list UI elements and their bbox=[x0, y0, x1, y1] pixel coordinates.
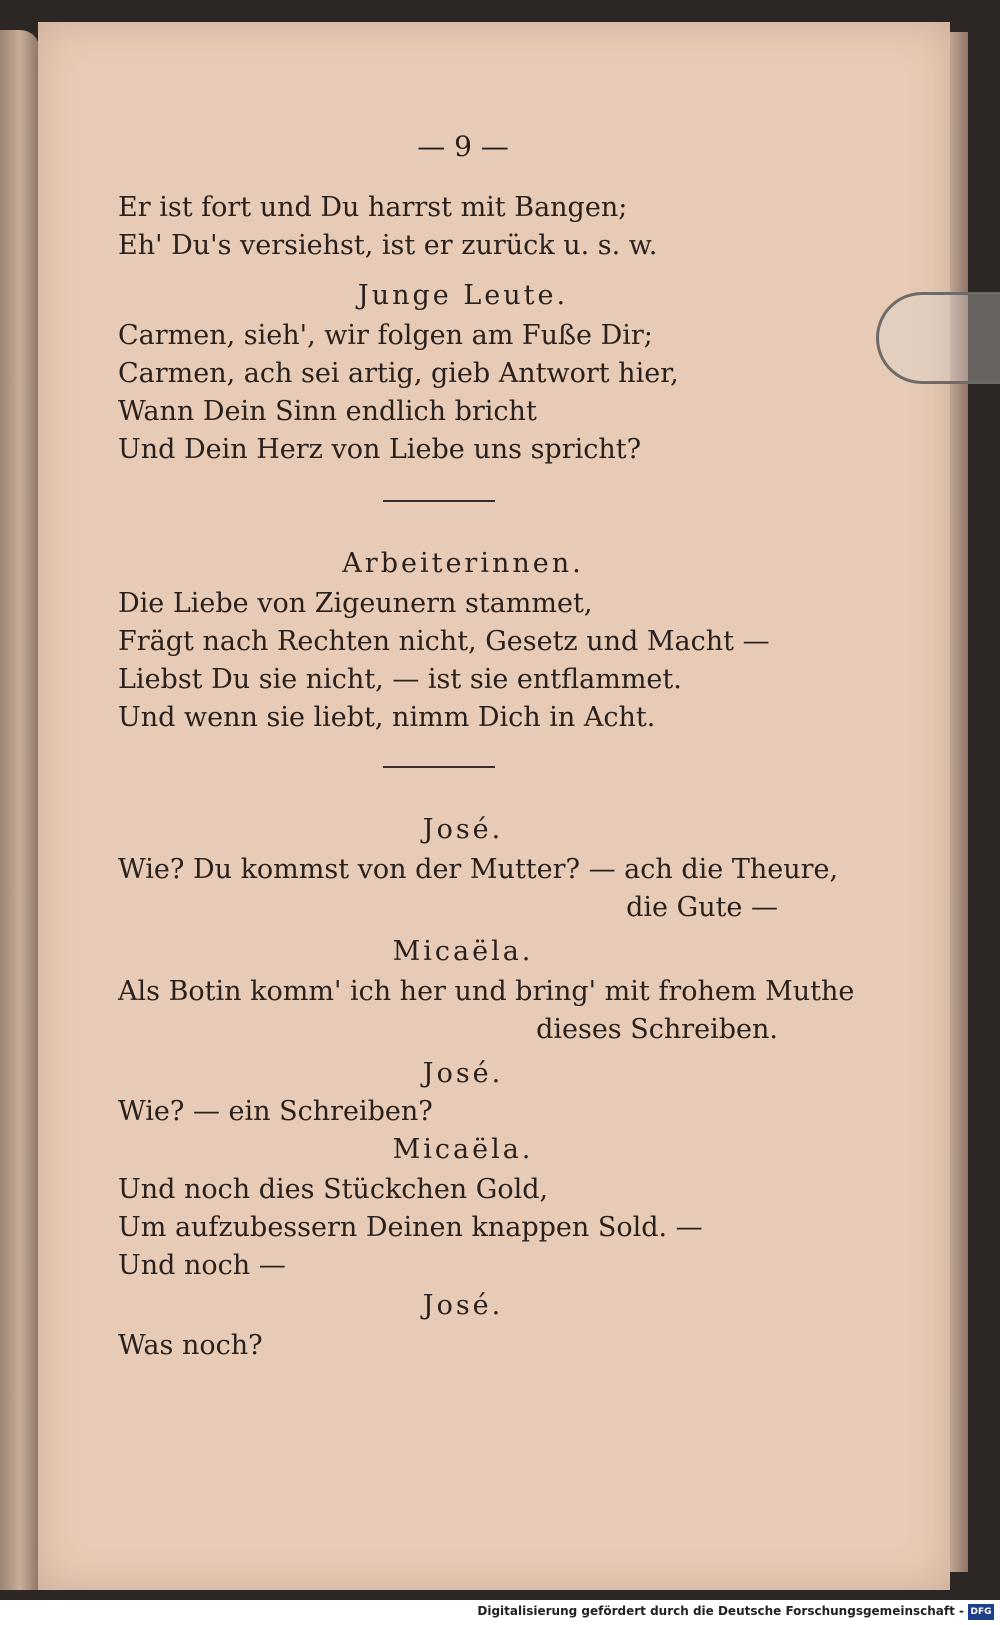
verse-line-continuation: dieses Schreiben. bbox=[536, 1014, 778, 1045]
verse-line: Wie? Du kommst von der Mutter? — ach die Theure, bbox=[118, 854, 839, 885]
page-edge bbox=[950, 32, 968, 1572]
verse-line: Und wenn sie liebt, nimm Dich in Acht. bbox=[118, 702, 656, 733]
verse-line: Wie? — ein Schreiben? bbox=[118, 1096, 433, 1127]
verse-line: Die Liebe von Zigeunern stammet, bbox=[118, 588, 593, 619]
verse-line: Carmen, sieh', wir folgen am Fuße Dir; bbox=[118, 320, 653, 351]
footer-bar bbox=[0, 1600, 1000, 1625]
funding-notice: Digitalisierung gefördert durch die Deutsche Forschungsgemeinschaft - bbox=[477, 1604, 964, 1618]
verse-line: Carmen, ach sei artig, gieb Antwort hier, bbox=[118, 358, 679, 389]
verse-line: Und Dein Herz von Liebe uns spricht? bbox=[118, 434, 642, 465]
verse-line: Um aufzubessern Deinen knappen Sold. — bbox=[118, 1212, 703, 1243]
speaker-heading: José. bbox=[422, 814, 504, 845]
speaker-heading: Arbeiterinnen. bbox=[342, 548, 584, 579]
verse-line-continuation: die Gute — bbox=[626, 892, 778, 923]
section-divider bbox=[383, 766, 495, 768]
speaker-heading: José. bbox=[422, 1058, 504, 1089]
section-divider bbox=[383, 500, 495, 502]
speaker-heading: José. bbox=[422, 1290, 504, 1321]
verse-line: Er ist fort und Du harrst mit Bangen; bbox=[118, 192, 628, 223]
page-number: — 9 — bbox=[417, 130, 509, 163]
speaker-heading: Micaëla. bbox=[392, 936, 534, 967]
verse-line: Und noch — bbox=[118, 1250, 286, 1281]
speaker-heading: Micaëla. bbox=[392, 1134, 534, 1165]
verse-line: Wann Dein Sinn endlich bricht bbox=[118, 396, 537, 427]
verse-line: Und noch dies Stückchen Gold, bbox=[118, 1174, 549, 1205]
page-clip bbox=[876, 292, 1000, 384]
previous-page-edge bbox=[0, 30, 40, 1590]
verse-line: Liebst Du sie nicht, — ist sie entflammet. bbox=[118, 664, 682, 695]
verse-line: Frägt nach Rechten nicht, Gesetz und Macht — bbox=[118, 626, 770, 657]
dfg-logo: DFG bbox=[968, 1604, 994, 1620]
speaker-heading: Junge Leute. bbox=[357, 280, 569, 311]
verse-line: Eh' Du's versiehst, ist er zurück u. s. w. bbox=[118, 230, 658, 261]
verse-line: Was noch? bbox=[118, 1330, 263, 1361]
verse-line: Als Botin komm' ich her und bring' mit frohem Muthe bbox=[118, 976, 855, 1007]
